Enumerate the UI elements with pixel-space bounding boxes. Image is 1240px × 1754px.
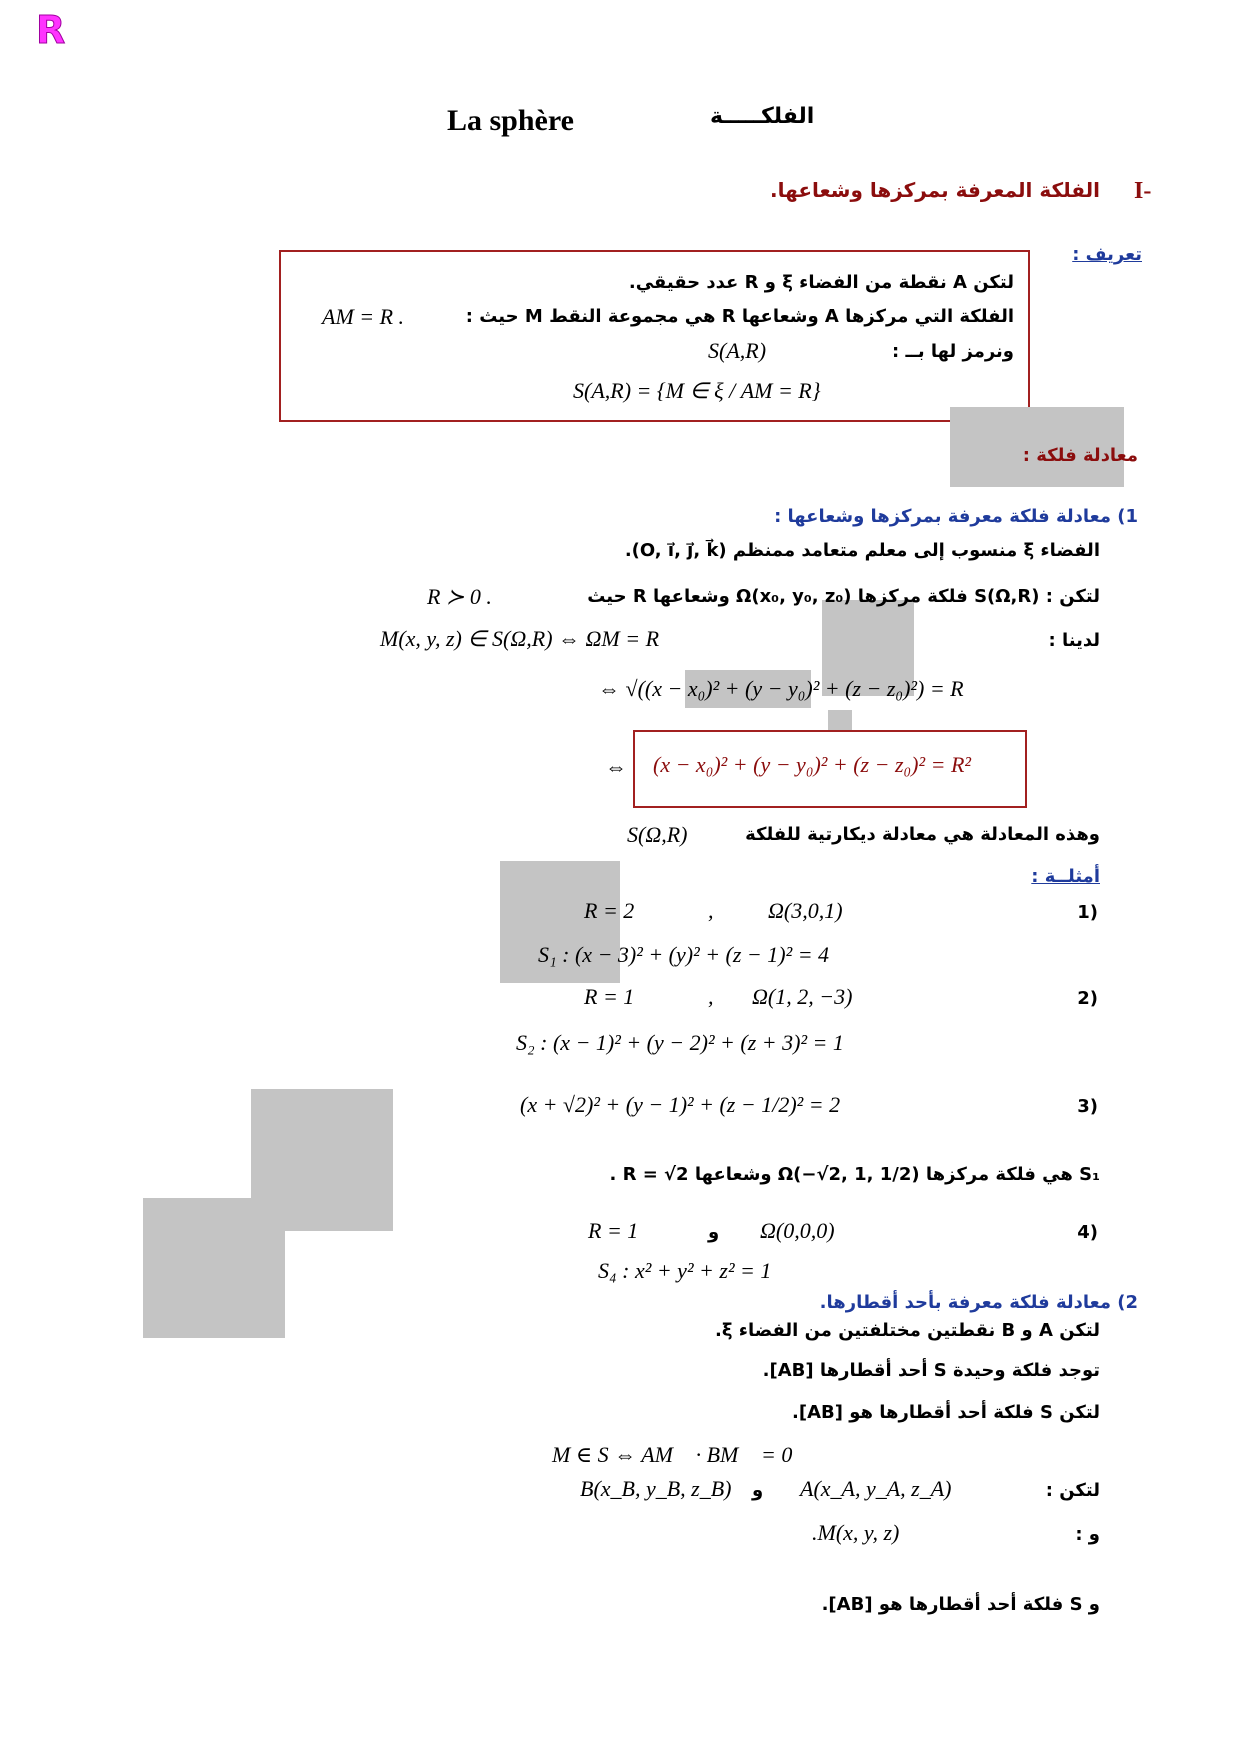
radius-condition: R ≻ 0 . [427,584,492,609]
example2-center: Ω(1, 2, −3) [752,984,853,1009]
example1-equation: S₁ : (x − 3)² + (y)² + (z − 1)² = 4 [538,942,830,967]
points-and: و [752,1480,764,1501]
subsection2-line1: لتكن A و B نقطتين مختلفتين من الفضاء ξ. [715,1320,1100,1341]
space-statement: الفضاء ξ منسوب إلى معلم متعامد ممنظم (O, i⃗, j⃗, k⃗). [624,540,1100,561]
conclusion-text: وهذه المعادلة هي معادلة ديكارتية للفلكة [745,824,1100,845]
example3-description: S₁ هي فلكة مركزها Ω(−√2, 1, 1/2) وشعاعها R = √2 . [609,1164,1100,1185]
example1-radius: R = 2 [584,898,635,923]
definition-line3: ونرمز لها بــ : [892,341,1014,362]
title-french: La sphère [447,104,574,137]
definition-line2: الفلكة التي مركزها A وشعاعها R هي مجموعة النقط M حيث : [465,306,1014,327]
example2-equation: S₂ : (x − 1)² + (y − 2)² + (z + 3)² = 1 [516,1030,844,1055]
section-number: I- [1134,178,1152,204]
subsection2-line3: لتكن S فلكة أحد أقطارها هو [AB]. [792,1402,1100,1423]
definition-line2-equation: AM = R . [322,304,405,329]
example2-comma: , [708,984,714,1009]
example1-center: Ω(3,0,1) [768,898,843,923]
equation-step2: ⇔ √((x − x₀)² + (y − y₀)² + (z − z₀)²) = R [598,676,964,701]
let-statement: لتكن : S(Ω,R) فلكة مركزها Ω(x₀, y₀, z₀) وشعاعها R حيث [587,586,1100,607]
subsection1-title: 1) معادلة فلكة معرفة بمركزها وشعاعها : [774,506,1138,527]
corner-logo: R [36,8,66,52]
subsection2-last: و S فلكة أحد أقطارها هو [AB]. [821,1594,1100,1615]
definition-notation: S(A,R) [708,338,767,363]
title-arabic: الفلكـــــة [710,104,815,129]
subsection2-line2: توجد فلكة وحيدة S أحد أقطارها [AB]. [762,1360,1100,1381]
have-label: لدينا : [1048,630,1100,651]
equation-step1: M(x, y, z) ∈ S(Ω,R) ⇔ ΩM = R [380,626,660,651]
examples-label: أمثلــة : [1031,866,1100,887]
example1-comma: , [708,898,714,923]
example1-number: (1 [1077,902,1098,923]
point-b: B(x_B, y_B, z_B) [580,1476,732,1501]
example4-center: Ω(0,0,0) [760,1218,835,1243]
example4-and: و [708,1222,720,1243]
definition-line1: لتكن A نقطة من الفضاء ξ و R عدد حقيقي. [628,272,1014,293]
redaction-block [143,1198,285,1338]
subsection2-title: 2) معادلة فلكة معرفة بأحد أقطارها. [819,1292,1138,1313]
equation-step3-arrow: ⇔ [605,754,627,779]
point-m: .M(x, y, z) [812,1520,900,1545]
conclusion-equation: S(Ω,R) [627,822,688,847]
definition-label: تعريف : [1072,244,1142,265]
section-title: الفلكة المعرفة بمركزها وشعاعها. [770,178,1100,202]
point-a: A(x_A, y_A, z_A) [800,1476,952,1501]
vector-equation: M ∈ S ⇔ AM⃗ · BM⃗ = 0 [552,1442,793,1467]
subsection2-and: و : [1075,1524,1100,1545]
example4-radius: R = 1 [588,1218,639,1243]
subsection2-let: لتكن : [1045,1480,1100,1501]
example4-number: (4 [1077,1222,1098,1243]
equation-heading: معادلة فلكة : [1022,445,1138,466]
redaction-block [828,710,852,730]
definition-set: S(A,R) = {M ∈ ξ / AM = R} [573,378,821,403]
example3-number: (3 [1077,1096,1098,1117]
example2-radius: R = 1 [584,984,635,1009]
example2-number: (2 [1077,988,1098,1009]
example3-equation: (x + √2)² + (y − 1)² + (z − 1/2)² = 2 [520,1092,841,1117]
cartesian-equation: (x − x₀)² + (y − y₀)² + (z − z₀)² = R² [653,752,971,777]
example4-equation: S₄ : x² + y² + z² = 1 [598,1258,772,1283]
